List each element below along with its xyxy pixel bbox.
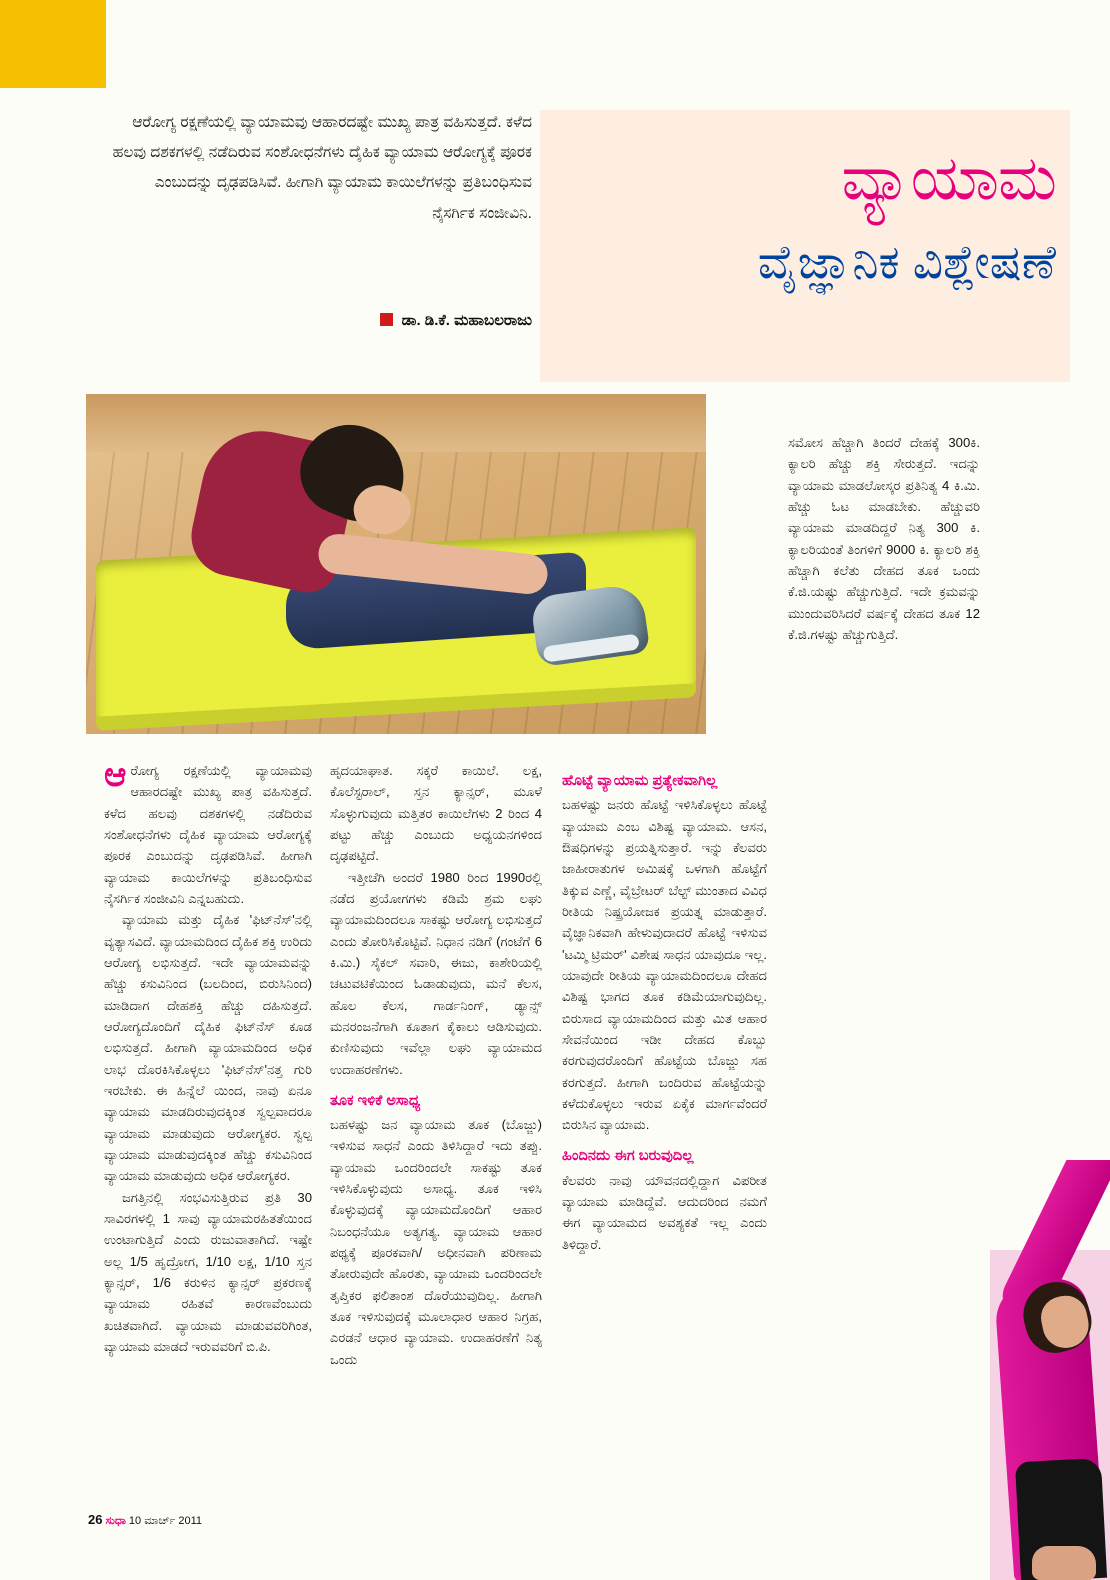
section-heading-belly: ಹೊಟ್ಟೆ ವ್ಯಾಯಾಮ ಪ್ರತ್ಯೇಕವಾಗಿಲ್ಲ xyxy=(562,773,718,789)
side-photo xyxy=(930,1160,1110,1580)
paragraph: ಜಗತ್ತಿನಲ್ಲಿ ಸಂಭವಿಸುತ್ತಿರುವ ಪ್ರತಿ 30 ಸಾವಿರಗಳಲ್ಲಿ 1 ಸಾವು ವ್ಯಾಯಾಮರಹಿತತೆಯಿಂದ ಉಂಟಾಗುತ್ತಿದೆ ಎಂದು ರುಜುವಾತಾಗಿದೆ. ಇಷ್ಟೇ ಅಲ್ಲ 1/5 ಹೃದ್ರೋಗ, 1/10 ಲಕ್ಷ, 1/10 ಸ್ತನ ಕ್ಯಾನ್ಸರ್, 1/6 ಕರುಳಿನ ಕ್ಯಾನ್ಸರ್ ಪ್ರಕರಣಕ್ಕೆ ವ್ಯಾಯಾಮ ರಹಿತವೆ ಕಾರಣವೆಂಬುದು ಖಚಿತವಾಗಿದೆ. ವ್ಯಾಯಾಮ ಮಾಡುವವರಿಗಿಂತ, ವ್ಯಾಯಾಮ ಮಾಡದೆ ಇರುವವರಿಗೆ ಬಿ.ಪಿ. xyxy=(104,1189,312,1354)
paragraph: ಸಮೋಸ ಹೆಚ್ಚಾಗಿ ತಿಂದರೆ ದೇಹಕ್ಕೆ 300ಕಿ. ಕ್ಯಾಲರಿ ಹೆಚ್ಚು ಶಕ್ತಿ ಸೇರುತ್ತದೆ. ಇದನ್ನು ವ್ಯಾಯಾಮ ಮಾಡಲೋಸ್ಕರ ಪ್ರತಿನಿತ್ಯ 4 ಕಿ.ಮಿ. ಹೆಚ್ಚು ಓಟ ಮಾಡಬೇಕು. ಹೆಚ್ಚುವರಿ ವ್ಯಾಯಾಮ ಮಾಡದಿದ್ದರೆ ನಿತ್ಯ 300 ಕಿ. ಕ್ಯಾಲರಿಯಂತೆ ತಿಂಗಳಿಗೆ 9000 ಕಿ. ಕ್ಯಾಲರಿ ಶಕ್ತಿ ಹೆಚ್ಚಾಗಿ ಕಲೆತು ದೇಹದ ತೂಕ ಒಂದು ಕೆ.ಜಿ.ಯಷ್ಟು ಹೆಚ್ಚುಗುತ್ತಿದೆ. ಇದೇ ಕ್ರಮವನ್ನು ಮುಂದುವರಿಸಿದರೆ ವರ್ಷಕ್ಕೆ ದೇಹದ ತೂಕ 12 ಕೆ.ಜಿ.ಗಳಷ್ಟು ಹೆಚ್ಚುಗುತ್ತಿದೆ. xyxy=(788,435,980,642)
folio-magazine-name: ಸುಧಾ xyxy=(105,1515,126,1527)
side-figure-foot xyxy=(1032,1546,1096,1580)
folio xyxy=(88,1512,202,1528)
paragraph: ಹೃದಯಾಘಾತ. ಸಕ್ಕರೆ ಕಾಯಿಲೆ. ಲಕ್ಷ, ಕೊಲೆಸ್ಟರಾಲ್, ಸ್ತನ ಕ್ಯಾನ್ಸರ್, ಮೂಳೆ ಸೊಳ್ಳುಗುವುದು ಮತ್ತಿತರ ಕಾಯಿಲೆಗಳು 2 ರಿಂದ 4 ಪಟ್ಟು ಹೆಚ್ಚು ಎಂಬುದು ಅಧ್ಯಯನಗಳಿಂದ ದೃಢಪಟ್ಟಿದೆ. xyxy=(330,763,542,864)
paragraph: ವ್ಯಾಯಾಮ ಮತ್ತು ದೈಹಿಕ 'ಫಿಟ್‌ನೆಸ್‌'ನಲ್ಲಿ ವ್ಯತ್ಯಾಸವಿದೆ. ವ್ಯಾಯಾಮದಿಂದ ದೈಹಿಕ ಶಕ್ತಿ ಉರಿದು ಆರೋಗ್ಯ ಲಭಿಸುತ್ತದೆ. ಇದೇ ವ್ಯಾಯಾಮವನ್ನು ಹೆಚ್ಚು ಕಸುವಿನಿಂದ (ಬಲದಿಂದ, ಬಿರುಸಿನಿಂದ) ಮಾಡಿದಾಗ ದೇಹಶಕ್ತಿ ಹೆಚ್ಚು ದಹಿಸುತ್ತದೆ. ಆರೋಗ್ಯದೊಂದಿಗೆ ದೈಹಿಕ ಫಿಟ್‌ನೆಸ್ ಕೂಡ ಲಭಿಸುತ್ತದೆ. ಹೀಗಾಗಿ ವ್ಯಾಯಾಮದಿಂದ ಅಧಿಕ ಲಾಭ ದೊರಕಿಸಿಕೊಳ್ಳಲು 'ಫಿಟ್‌ನೆಸ್'ನತ್ತ ಗುರಿ ಇರಬೇಕು. ಈ ಹಿನ್ನೆಲೆ ಯಿಂದ, ನಾವು ಏನೂ ವ್ಯಾಯಾಮ ಮಾಡದಿರುವುದಕ್ಕಿಂತ ಸ್ವಲ್ಪವಾದರೂ ವ್ಯಾಯಾಮ ಮಾಡುವುದು ಆರೋಗ್ಯಕರ. ಸ್ವಲ್ಪ ವ್ಯಾಯಾಮ ಮಾಡುವುದಕ್ಕಿಂತ ಹೆಚ್ಚು ಕಸುವಿನಿಂದ ವ್ಯಾಯಾಮ ಮಾಡುವುದು ಅಧಿಕ ಆರೋಗ್ಯಕರ. xyxy=(104,912,312,1184)
paragraph: ಬಹಳಷ್ಟು ಜನ ವ್ಯಾಯಾಮ ತೂಕ (ಬೊಜ್ಜು) ಇಳಿಸುವ ಸಾಧನೆ ಎಂದು ತಿಳಿಸಿದ್ದಾರೆ ಇದು ತಪ್ಪು. ವ್ಯಾಯಾಮ ಒಂದರಿಂದಲೇ ಸಾಕಷ್ಟು ತೂಕ ಇಳಿಸಿಕೊಳ್ಳುವುದು ಅಸಾಧ್ಯ. ತೂಕ ಇಳಿಸಿ ಕೊಳ್ಳುವುದಕ್ಕೆ ವ್ಯಾಯಾಮದೊಂದಿಗೆ ಆಹಾರ ನಿಬಂಧನೆಯೂ ಅತ್ಯಗತ್ಯ. ವ್ಯಾಯಾಮ ಆಹಾರ ಪಥ್ಯಕ್ಕೆ ಪೂರಕವಾಗಿ/ ಅಧೀನವಾಗಿ ಪರಿಣಾಮ ತೋರುವುದೇ ಹೊರತು, ವ್ಯಾಯಾಮ ಒಂದರಿಂದಲೇ ತೃಪ್ತಿಕರ ಫಲಿತಾಂಶ ದೊರೆಯುವುದಿಲ್ಲ. ಹೀಗಾಗಿ ತೂಕ ಇಳಿಸುವುದಕ್ಕೆ ಮೂಲಾಧಾರ ಆಹಾರ ನಿಗ್ರಹ, ಎರಡನೆ ಆಧಾರ ವ್ಯಾಯಾಮ. ಉದಾಹರಣೆಗೆ ನಿತ್ಯ ಒಂದು xyxy=(330,1117,542,1367)
body-column-1 xyxy=(104,756,312,1357)
folio-page-number: 26 xyxy=(88,1512,103,1527)
section-heading-past: ಹಿಂದಿನದು ಈಗ ಬರುವುದಿಲ್ಲ xyxy=(562,1148,694,1165)
paragraph: ಇತ್ತೀಚೆಗಿ ಅಂದರೆ 1980 ರಿಂದ 1990ರಲ್ಲಿ ನಡೆದ ಪ್ರಯೋಗಗಳು ಕಡಿಮೆ ಶ್ರಮ ಲಘು ವ್ಯಾಯಾಮದಿಂದಲೂ ಸಾಕಷ್ಟು ಆರೋಗ್ಯ ಲಭಿಸುತ್ತದೆ ಎಂದು ತೋರಿಸಿಕೊಟ್ಟಿವೆ. ನಿಧಾನ ನಡಿಗೆ (ಗಂಟೆಗೆ 6 ಕಿ.ಮಿ.) ಸೈಕಲ್ ಸವಾರಿ, ಈಜು, ಕಾಶೇರಿಯಲ್ಲಿ ಚಟುವಟಿಕೆಯಿಂದ ಓಡಾಡುವುದು, ಮನೆ ಕೆಲಸ, ಹೊಲ ಕೆಲಸ, ಗಾರ್ಡನಿಂಗ್, ಡ್ಯಾನ್ಸ್ ಮನರಂಜನೆಗಾಗಿ ಕೂತಾಗ ಕೈಕಾಲು ಆಡಿಸುವುದು. ಕುಣಿಸುವುದು ಇವೆಲ್ಲಾ ಲಘು ವ್ಯಾಯಾಮದ ಉದಾಹರಣೆಗಳು. xyxy=(330,869,542,1077)
drop-cap: ಆ xyxy=(104,756,127,794)
article-deck: ಆರೋಗ್ಯ ರಕ್ಷಣೆಯಲ್ಲಿ ವ್ಯಾಯಾಮವು ಆಹಾರದಷ್ಟೇ ಮುಖ್ಯ ಪಾತ್ರ ವಹಿಸುತ್ತದೆ. ಕಳೆದ ಹಲವು ದಶಕಗಳಲ್ಲಿ ನಡೆದಿರುವ ಸಂಶೋಧನೆಗಳು ದೈಹಿಕ ವ್ಯಾಯಾಮ ಆರೋಗ್ಯಕ್ಕೆ ಪೂರಕ ಎಂಬುದನ್ನು ದೃಢಪಡಿಸಿವೆ. ಹೀಗಾಗಿ ವ್ಯಾಯಾಮ ಕಾಯಿಲೆಗಳನ್ನು ಪ್ರತಿಬಂಧಿಸುವ ನೈಸರ್ಗಿಕ ಸಂಜೀವಿನಿ. xyxy=(112,114,532,222)
body-column-4 xyxy=(788,432,980,645)
bullet-square-icon xyxy=(380,313,393,326)
body-column-3 xyxy=(562,760,767,1255)
page-title: ವ್ಯಾಯಾಮ xyxy=(841,144,1056,213)
body-column-2 xyxy=(330,760,542,1370)
page-subtitle: ವೈಜ್ಞಾನಿಕ ವಿಶ್ಲೇಷಣೆ xyxy=(757,235,1056,288)
paragraph-text: ರೋಗ್ಯ ರಕ್ಷಣೆಯಲ್ಲಿ ವ್ಯಾಯಾಮವು ಆಹಾರದಷ್ಟೇ ಮುಖ್ಯ ಪಾತ್ರ ವಹಿಸುತ್ತದೆ. ಕಳೆದ ಹಲವು ದಶಕಗಳಲ್ಲಿ ನಡೆದಿರುವ ಸಂಶೋಧನೆಗಳು ದೈಹಿಕ ವ್ಯಾಯಾಮ ಆರೋಗ್ಯಕ್ಕೆ ಪೂರಕ ಎಂಬುದನ್ನು ದೃಢಪಡಿಸಿವೆ. ಹೀಗಾಗಿ ವ್ಯಾಯಾಮ ಕಾಯಿಲೆಗಳನ್ನು ಪ್ರತಿಬಂಧಿಸುವ ನೈಸರ್ಗಿಕ ಸಂಜೀವಿನಿ ಎನ್ನಬಹುದು. xyxy=(104,763,312,906)
section-heading-weight-loss: ತೂಕ ಇಳಿಕೆ ಅಸಾಧ್ಯ xyxy=(330,1092,421,1109)
corner-accent-block xyxy=(0,0,106,88)
photo-floor-back xyxy=(86,394,706,452)
title-panel xyxy=(540,110,1070,382)
byline xyxy=(112,312,532,329)
paragraph: ಬಹಳಷ್ಟು ಜನರು ಹೊಟ್ಟೆ ಇಳಿಸಿಕೊಳ್ಳಲು ಹೊಟ್ಟೆ ವ್ಯಾಯಾಮ ಎಂಬ ವಿಶಿಷ್ಟ ವ್ಯಾಯಾಮ. ಆಸನ, ಔಷಧಿಗಳನ್ನು ಪ್ರಯತ್ನಿಸುತ್ತಾರೆ. ಇನ್ನು ಕೆಲವರು ಜಾಹೀರಾತುಗಳ ಅಮಿಷಕ್ಕೆ ಒಳಗಾಗಿ ಹೊಟ್ಟೆಗೆ ತಿಕ್ಕುವ ಎಣ್ಣೆ, ವೈಬ್ರೇಟರ್ ಬೆಲ್ಟ್ ಮುಂತಾದ ವಿವಿಧ ರೀತಿಯ ನಿಷ್ಪ್ರಯೋಜಕ ಪ್ರಯತ್ನ ಮಾಡುತ್ತಾರೆ. ವೈಜ್ಞಾನಿಕವಾಗಿ ಹೇಳುವುದಾದರೆ ಹೊಟ್ಟೆ ಇಳಿಸುವ 'ಟಮ್ಮಿ ಟ್ರಿಮರ್' ವಿಶೇಷ ಸಾಧನ ಯಾವುದೂ ಇಲ್ಲ. ಯಾವುದೇ ರೀತಿಯ ವ್ಯಾಯಾಮದಿಂದಲೂ ದೇಹದ ವಿಶಿಷ್ಟ ಭಾಗದ ತೂಕ ಕಡಿಮೆಯಾಗುವುದಿಲ್ಲ. ಬಿರುಸಾದ ವ್ಯಾಯಾಮದಿಂದ ಮತ್ತು ಮಿತ ಆಹಾರ ಸೇವನೆಯಿಂದ ಇಡೀ ದೇಹದ ಕೊಬ್ಬು ಕರಗುವುದರೊಂದಿಗೆ ಹೊಟ್ಟೆಯ ಬೊಜ್ಜು ಸಹ ಕರಗುತ್ತದೆ. ಹೀಗಾಗಿ ಬಂದಿರುವ ಹೊಟ್ಟೆಯನ್ನು ಕಳೆದುಕೊಳ್ಳಲು ಇರುವ ಏಕೈಕ ಮಾರ್ಗವೆಂದರೆ ಬಿರುಸಿನ ವ್ಯಾಯಾಮ. xyxy=(562,797,767,1133)
byline-text: ಡಾ. ಡಿ.ಕೆ. ಮಹಾಬಲರಾಜು xyxy=(401,312,532,329)
paragraph xyxy=(104,756,312,909)
paragraph: ಕೆಲವರು ನಾವು ಯೌವನದಲ್ಲಿದ್ದಾಗ ವಿಪರೀತ ವ್ಯಾಯಾಮ ಮಾಡಿದ್ದೆವೆ. ಆದುದರಿಂದ ನಮಗೆ ಈಗ ವ್ಯಾಯಾಮದ ಅವಶ್ಯಕತೆ ಇಲ್ಲ ಎಂದು ತಿಳಿದ್ದಾರೆ. xyxy=(562,1172,767,1252)
hero-photo xyxy=(86,394,706,734)
folio-date: 10 ಮಾರ್ಚ್ 2011 xyxy=(128,1515,203,1527)
